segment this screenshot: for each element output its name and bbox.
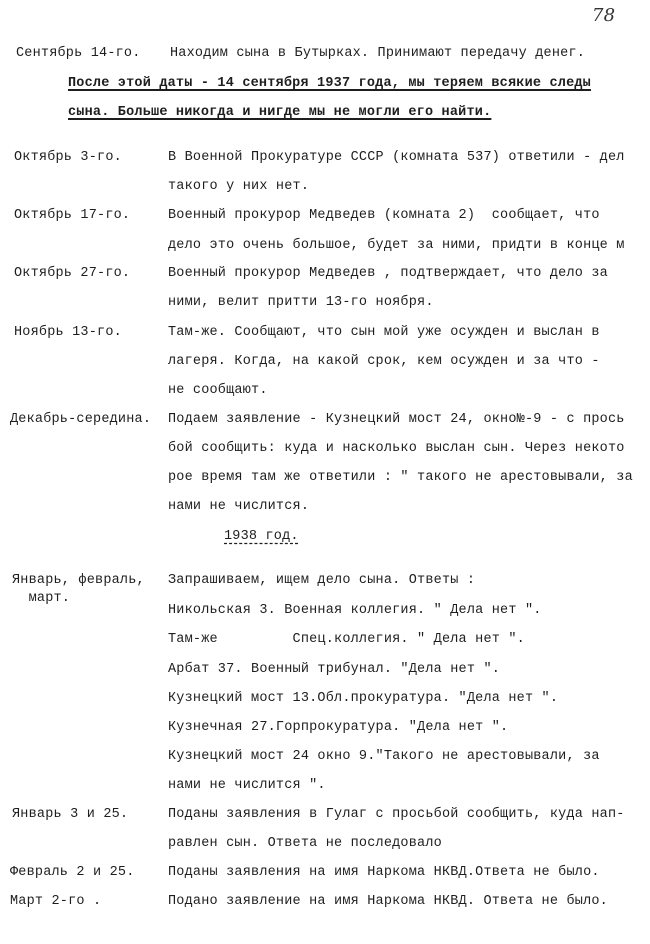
key-statement-line: сына. Больше никогда и нигде мы не могли его найти. [68, 105, 492, 120]
entry-line: Кузнецкий мост 13.Обл.прокуратура. "Дела нет ". [168, 691, 559, 706]
page-number: 78 [592, 5, 616, 26]
entry-line: Кузнечная 27.Горпрокуратура. "Дела нет ". [168, 720, 509, 735]
entry-line: Там-же. Сообщают, что сын мой уже осужден и выслан в [168, 325, 600, 340]
entry-line: Кузнецкий мост 24 окно 9."Такого не арестовывали, за [168, 749, 600, 764]
entry-date: Январь 3 и 25. [12, 807, 129, 822]
entry-line: лагеря. Когда, на какой срок, кем осужден и за что - [168, 354, 600, 369]
entry-date: Февраль 2 и 25. [10, 865, 135, 880]
entry-line: не сообщают. [168, 383, 268, 398]
entry-date: Сентябрь 14-го. [16, 46, 141, 61]
entry-date: Октябрь 3-го. [14, 150, 122, 165]
entry-line: Арбат 37. Военный трибунал. "Дела нет ". [168, 662, 501, 677]
year-heading: 1938 год. [224, 529, 299, 544]
entry-line: дело это очень большое, будет за ними, придти в конце м [168, 238, 625, 253]
entry-line: ними, велит притти 13-го ноября. [168, 295, 434, 310]
entry-date: Январь, февраль, март. [12, 573, 145, 606]
entry-line: Запрашиваем, ищем дело сына. Ответы : [168, 573, 476, 588]
entry-line: В Военной Прокуратуре СССР (комната 537) ответили - дел [168, 150, 625, 165]
entry-date: Октябрь 27-го. [14, 266, 131, 281]
entry-line: Подаем заявление - Кузнецкий мост 24, окно№-9 - с прось [168, 412, 625, 427]
entry-date: Март 2-го . [10, 894, 102, 909]
entry-line: нами не числится ". [168, 778, 326, 793]
entry-line: Никольская 3. Военная коллегия. " Дела нет ". [168, 603, 542, 618]
entry-line: Поданы заявления в Гулаг с просьбой сообщить, куда нап- [168, 807, 625, 822]
entry-date: Ноябрь 13-го. [14, 325, 122, 340]
entry-line: такого у них нет. [168, 179, 310, 194]
entry-date: Декабрь-середина. [10, 412, 152, 427]
entry-line: Находим сына в Бутырках. Принимают передачу денег. [170, 46, 586, 61]
entry-line: Военный прокурор Медведев (комната 2) сообщает, что [168, 208, 600, 223]
entry-date: Октябрь 17-го. [14, 208, 131, 223]
entry-line: Поданы заявления на имя Наркома НКВД.Ответа не было. [168, 865, 600, 880]
entry-line: бой сообщить: куда и насколько выслан сын. Через некото [168, 441, 625, 456]
entry-line: нами не числится. [168, 499, 310, 514]
entry-line: Там-же Спец.коллегия. " Дела нет ". [168, 632, 525, 647]
entry-line: равлен сын. Ответа не последовало [168, 836, 442, 851]
entry-line: Подано заявление на имя Наркома НКВД. Ответа не было. [168, 894, 608, 909]
entry-line: Военный прокурор Медведев , подтверждает, что дело за [168, 266, 608, 281]
key-statement-line: После этой даты - 14 сентября 1937 года, мы теряем всякие следы [68, 76, 591, 91]
entry-line: рое время там же ответили : " такого не арестовывали, за [168, 470, 633, 485]
